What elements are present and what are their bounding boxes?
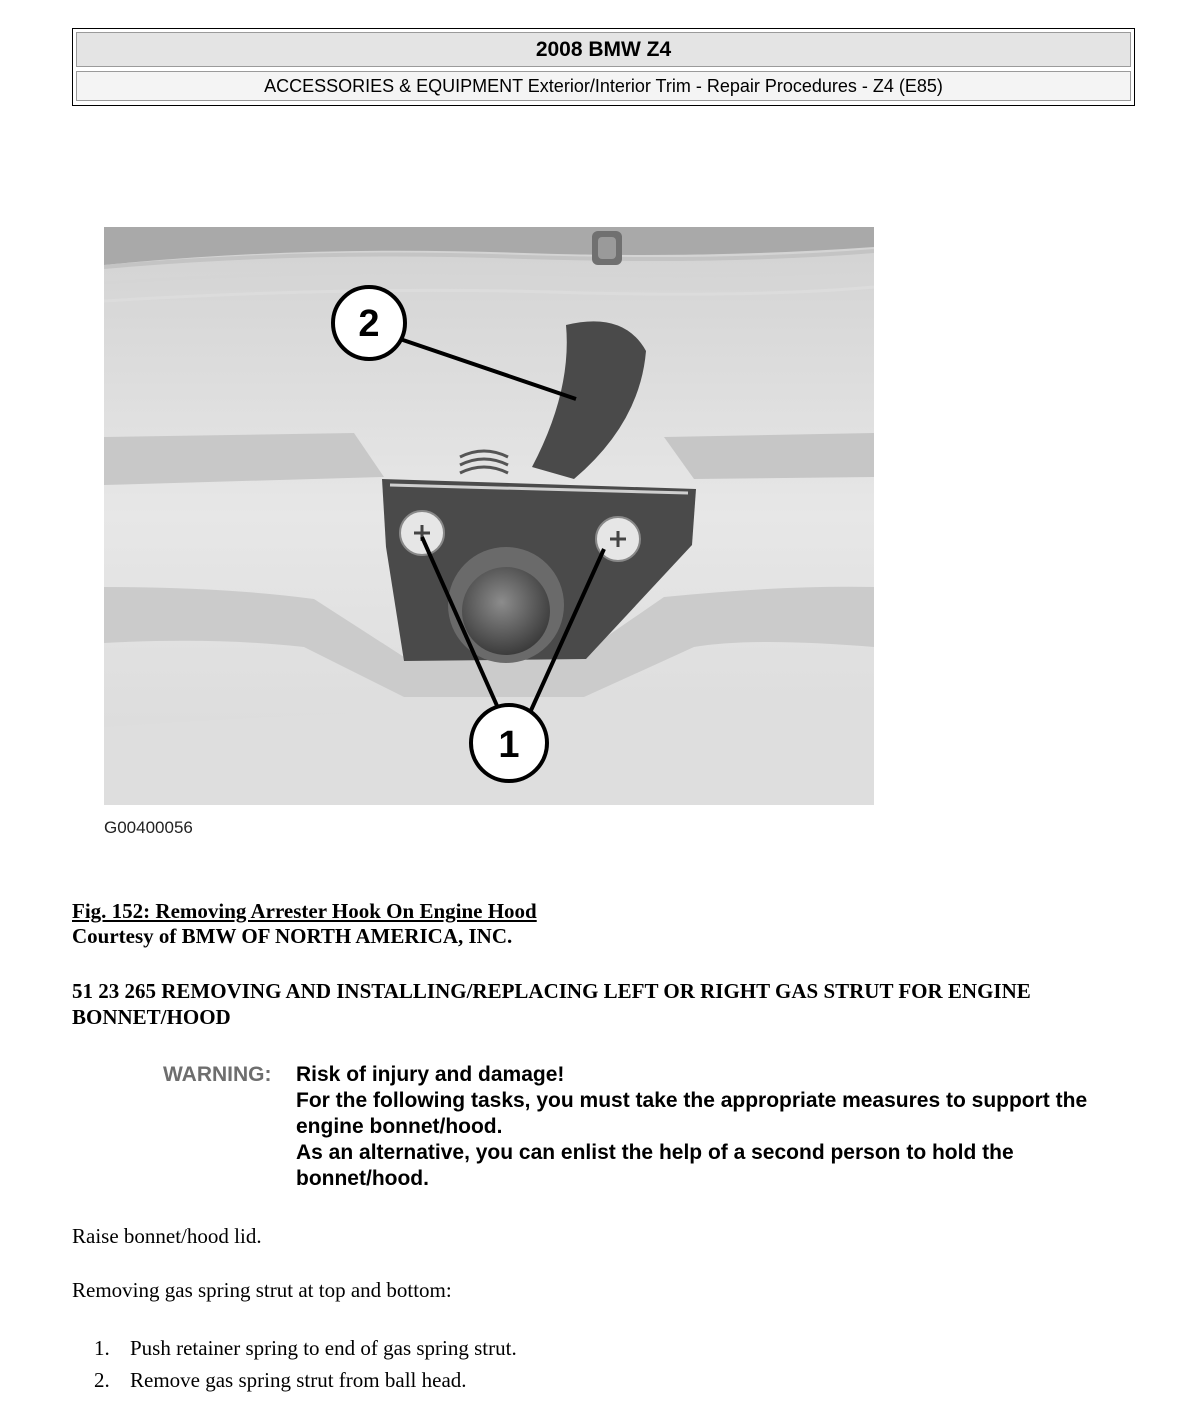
callout-2 [333,287,405,359]
arrester-hook-figure [104,227,874,805]
figure-id: G00400056 [104,818,193,837]
warning-line-1: Risk of injury and damage! [296,1063,565,1086]
callout-1 [471,705,547,781]
section-heading: 51 23 265 REMOVING AND INSTALLING/REPLACING LEFT OR RIGHT GAS STRUT FOR ENGINE BONNET/HOOD [72,979,1031,1029]
paragraph-removing-strut: Removing gas spring strut at top and bottom: [72,1278,452,1302]
step-number: 2. [94,1368,110,1392]
svg-text:1: 1 [498,724,520,766]
step-number: 1. [94,1336,110,1360]
svg-text:2: 2 [358,303,380,345]
step-text: Push retainer spring to end of gas spring strut. [130,1336,517,1360]
warning-body [296,1062,1116,1192]
warning-line-3: As an alternative, you can enlist the help of a second person to hold the bonnet/hood. [296,1141,1014,1190]
document-subtitle: ACCESSORIES & EQUIPMENT Exterior/Interior Trim - Repair Procedures - Z4 (E85) [76,71,1131,101]
figure-caption-courtesy: Courtesy of BMW OF NORTH AMERICA, INC. [72,924,513,948]
warning-line-2: For the following tasks, you must take the appropriate measures to support the engine bonnet/hood. [296,1089,1088,1138]
document-title: 2008 BMW Z4 [76,32,1131,67]
figure-caption [72,899,537,949]
step-text: Remove gas spring strut from ball head. [130,1368,467,1392]
paragraph-raise-hood: Raise bonnet/hood lid. [72,1224,262,1248]
document-header [72,28,1135,106]
figure-caption-title: Fig. 152: Removing Arrester Hook On Engine Hood [72,899,537,923]
warning-label: WARNING: [163,1063,272,1086]
